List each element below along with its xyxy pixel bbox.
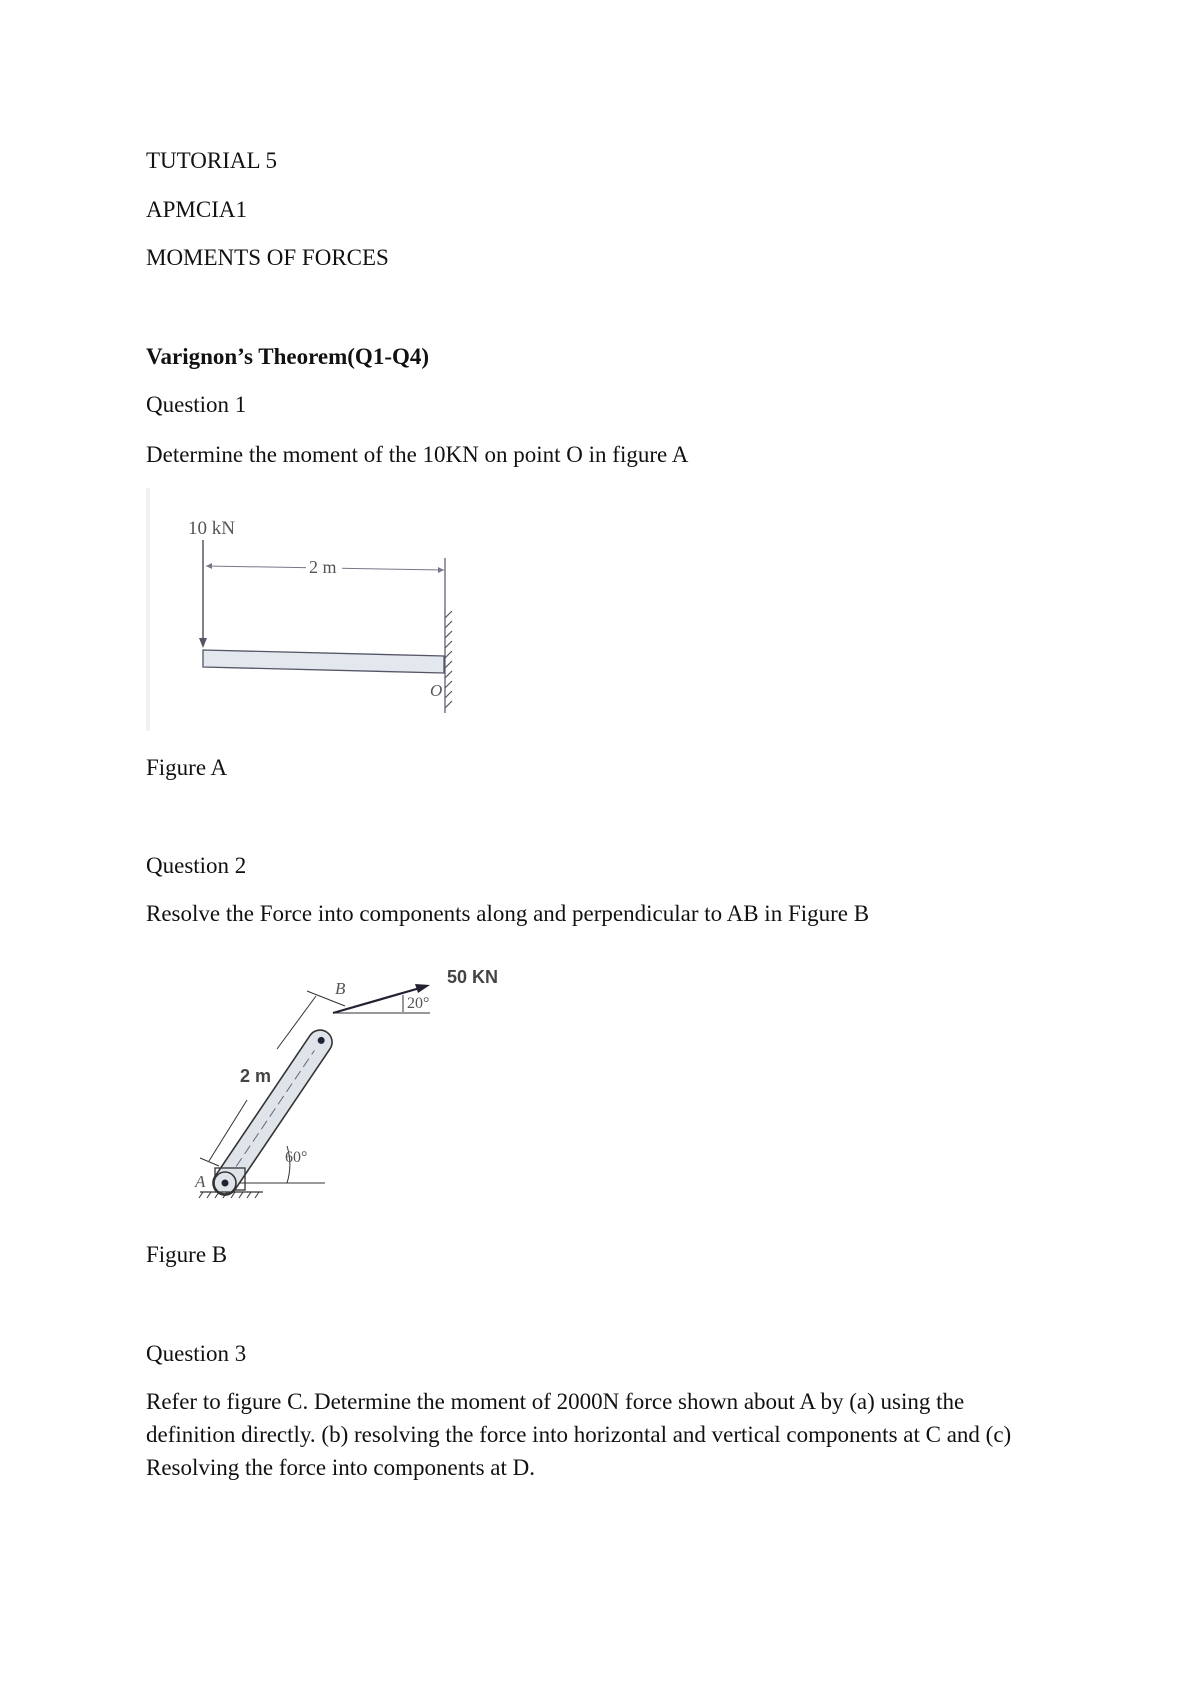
- distance-label: 2 m: [309, 557, 337, 577]
- question-1-text: Determine the moment of the 10KN on point O in figure A: [146, 442, 689, 467]
- point-b-label: B: [335, 979, 346, 998]
- question-3-text: Refer to figure C. Determine the moment of 2000N force shown about A by (a) using the definition directly. (b) resolving the force into horizontal and vertical components at C and (c) Resolving the force into components at D.: [146, 1389, 1012, 1480]
- force-label: 10 kN: [188, 518, 235, 539]
- tutorial-title: TUTORIAL 5: [146, 148, 277, 173]
- question-1-label: Question 1: [146, 392, 247, 417]
- length-label: 2 m: [240, 1066, 272, 1086]
- question-2-text: Resolve the Force into components along and perpendicular to AB in Figure B: [146, 901, 870, 926]
- figure-a-diagram: [146, 488, 456, 733]
- point-a-label: A: [195, 1172, 206, 1191]
- topic-title: MOMENTS OF FORCES: [146, 245, 389, 270]
- force-angle-label: 20°: [407, 995, 430, 1012]
- figure-b-diagram: [185, 960, 545, 1210]
- figure-b-caption: Figure B: [146, 1242, 228, 1267]
- point-o-label: O: [430, 681, 443, 700]
- figure-a-caption: Figure A: [146, 755, 228, 780]
- question-2-label: Question 2: [146, 853, 247, 878]
- question-3-label: Question 3: [146, 1341, 247, 1366]
- force-label: 50 KN: [447, 967, 499, 987]
- section-heading: Varignon’s Theorem(Q1-Q4): [146, 344, 430, 369]
- course-code: APMCIA1: [146, 197, 247, 222]
- bar-angle-label: 60°: [285, 1149, 308, 1166]
